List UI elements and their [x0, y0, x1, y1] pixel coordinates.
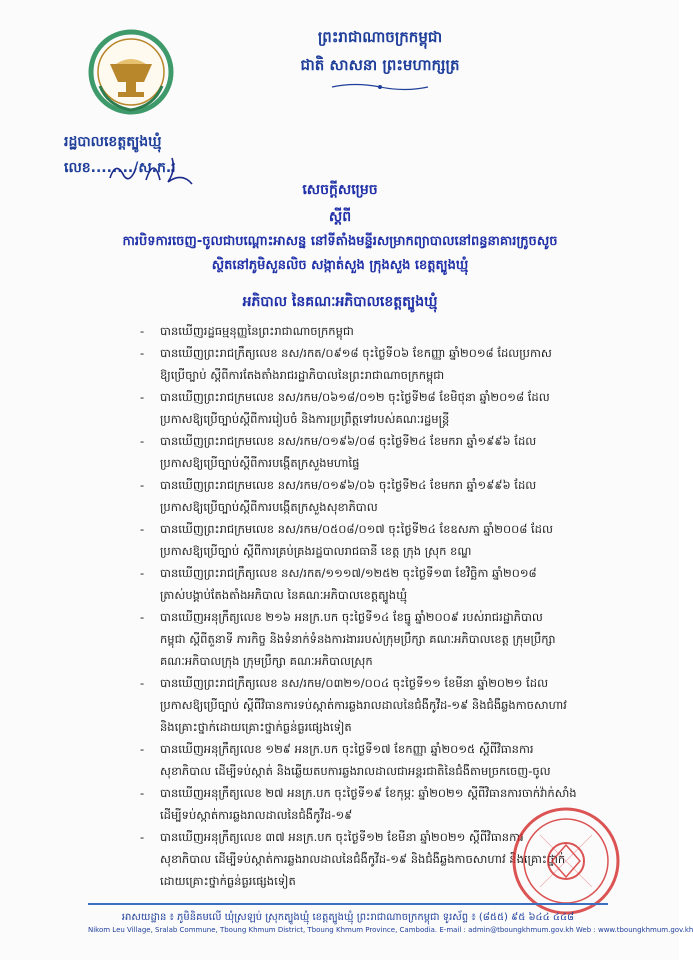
clause-bullet: -	[140, 566, 145, 580]
official-seal-icon	[510, 805, 622, 917]
clause-item	[140, 386, 620, 430]
clause-bullet: -	[140, 390, 145, 404]
clause-line: កម្ពុជា ស្ដីពីតួនាទី ភារកិច្ច និងទំនាក់ទំនងការងាររបស់ក្រុមប្រឹក្សា គណៈអភិបាលខេត្ត ក្រុមប្រឹក្សា	[160, 632, 556, 646]
clause-line: ឱ្យប្រើច្បាប់ ស្ដីពីការតែងតាំងរាជរដ្ឋាភិបាលនៃព្រះរាជាណាចក្រកម្ពុជា	[160, 368, 445, 382]
clause-line: សុខាភិបាល ដើម្បីទប់ស្កាត់ការឆ្លងរាលដាលនៃជំងឺកូវីដ-១៩ និងជំងឺឆ្លងកាចសាហាវ និងគ្រោះថ្នាក់	[160, 852, 566, 866]
decision-about: ស្ដីពី	[328, 209, 352, 225]
clause-bullet: -	[140, 324, 145, 338]
clause-line: បានឃើញអនុក្រឹត្យលេខ ១២៩ អនក្រ.បក ចុះថ្ងៃទី១៧ ខែកញ្ញា ឆ្នាំ២០១៥ ស្ដីពីវិធានការ	[160, 742, 534, 756]
clause-bullet: -	[140, 676, 145, 690]
clause-line: ត្រាស់បង្គាប់តែងតាំងអភិបាល នៃគណៈអភិបាលខេត្តត្បូងឃ្មុំ	[160, 588, 408, 602]
clause-line: សុខាភិបាល ដើម្បីទប់ស្កាត់ និងឆ្លើយតបការឆ្លងរាលដាលជាអន្តរជាតិនៃជំងឺតាមច្រកចេញ-ចូល	[160, 764, 551, 778]
clause-line: ដើម្បីទប់ស្កាត់ការឆ្លងរាលដាលនៃជំងឺកូវីដ-១៩	[160, 808, 353, 822]
clause-line: បានឃើញព្រះរាជក្រមលេខ នស/រកម/០១៩៦/០៦ ចុះថ្ងៃទី២៤ ខែមករា ឆ្នាំ១៩៩៦ ដែល	[160, 478, 537, 492]
clause-bullet: -	[140, 434, 145, 448]
clause-line: បានឃើញព្រះរាជក្រមលេខ នស/រកម/០៥០៨/០១៧ ចុះថ្ងៃទី២៤ ខែឧសភា ឆ្នាំ២០០៨ ដែល	[160, 522, 553, 536]
motto-heading: ជាតិ សាសនា ព្រះមហាក្សត្រ	[300, 56, 460, 74]
footer-address-english: Nikom Leu Village, Sralab Commune, Tboung Khmum District, Tboung Khmum Province, Cambodia. E-mail : admin@tboungkhmum.gov.kh Web : www.tboungkhmum.gov.kh	[88, 926, 693, 934]
clause-item	[140, 738, 620, 782]
clause-item	[140, 606, 620, 672]
clause-line: បានឃើញរដ្ឋធម្មនុញ្ញនៃព្រះរាជាណាចក្រកម្ពុជា	[160, 324, 354, 338]
clause-bullet: -	[140, 346, 145, 360]
clause-line: ប្រកាសឱ្យប្រើច្បាប់ស្ដីពីការបង្កើតក្រសួងមហាផ្ទៃ	[160, 456, 360, 470]
clause-line: និងគ្រោះថ្នាក់ដោយគ្រោះថ្នាក់ធ្ងន់ធ្ងរផ្សេងទៀត	[160, 720, 352, 734]
clause-line: ដោយគ្រោះថ្នាក់ធ្ងន់ធ្ងរផ្សេងទៀត	[160, 874, 296, 888]
clause-line: ប្រកាសឱ្យប្រើច្បាប់ស្ដីពីការរៀបចំ និងការប្រព្រឹត្តទៅរបស់គណៈរដ្ឋមន្ត្រី	[160, 412, 450, 426]
clause-bullet: -	[140, 830, 145, 844]
clause-item	[140, 320, 620, 342]
clause-line: ប្រកាសឱ្យប្រើច្បាប់ ស្ដីពីវិធានការទប់ស្កាត់ការឆ្លងរាលដាលនៃជំងឺកូវីដ-១៩ និងជំងឺឆ្លងកាចសាហាវ	[160, 698, 567, 712]
clause-item	[140, 672, 620, 738]
clause-item	[140, 562, 620, 606]
decision-title: សេចក្ដីសម្រេច	[302, 182, 378, 198]
clause-line: បានឃើញព្រះរាជក្រមលេខ នស/រកម/០១៩៦/០៨ ចុះថ្ងៃទី២៤ ខែមករា ឆ្នាំ១៩៩៦ ដែល	[160, 434, 537, 448]
clause-bullet: -	[140, 786, 145, 800]
clause-item	[140, 430, 620, 474]
clause-line: បានឃើញព្រះរាជក្រឹត្យលេខ នស/រកត/១១១៧/១២៥២ ចុះថ្ងៃទី១៣ ខែវិច្ឆិកា ឆ្នាំ២០១៨	[160, 566, 537, 580]
clause-line: បានឃើញអនុក្រឹត្យលេខ ៣៧ អនក្រ.បក ចុះថ្ងៃទី១២ ខែមីនា ឆ្នាំ២០២១ ស្ដីពីវិធានការ	[160, 830, 524, 844]
clause-item	[140, 474, 620, 518]
clause-bullet: -	[140, 742, 145, 756]
issuer-name: រដ្ឋបាលខេត្តត្បូងឃ្មុំ	[64, 134, 162, 150]
clause-bullet: -	[140, 522, 145, 536]
footer-divider	[88, 903, 608, 905]
reference-number: លេខ......../ស.ក.រ	[64, 160, 176, 176]
clause-bullet: -	[140, 610, 145, 624]
province-logo-icon	[88, 26, 174, 118]
clause-bullet: -	[140, 478, 145, 492]
governor-heading: អភិបាល នៃគណៈអភិបាលខេត្តត្បូងឃ្មុំ	[242, 294, 438, 310]
clause-line: បានឃើញអនុក្រឹត្យលេខ ២១៦ អនក្រ.បក ចុះថ្ងៃទី១៤ ខែធ្នូ ឆ្នាំ២០០៩ របស់រាជរដ្ឋាភិបាល	[160, 610, 543, 624]
clause-line: គណៈអភិបាលក្រុង ក្រុមប្រឹក្សា គណៈអភិបាលស្រុក	[160, 654, 373, 668]
clause-line: ប្រកាសឱ្យប្រើច្បាប់ ស្ដីពីការគ្រប់គ្រងរដ្ឋបាលរាជធានី ខេត្ត ក្រុង ស្រុក ខណ្ឌ	[160, 544, 472, 558]
clause-line: បានឃើញព្រះរាជក្រមលេខ នស/រកម/០៦១៨/០១២ ចុះថ្ងៃទី២៨ ខែមិថុនា ឆ្នាំ២០១៨ ដែល	[160, 390, 550, 404]
clause-line: បានឃើញព្រះរាជក្រឹត្យលេខ នស/រកត/០៩១៨ ចុះថ្ងៃទី០៦ ខែកញ្ញា ឆ្នាំ២០១៨ ដែលប្រកាស	[160, 346, 552, 360]
clause-line: បានឃើញព្រះរាជក្រឹត្យលេខ នស/រកម/០៣២១/០០៤ ចុះថ្ងៃទី១១ ខែមីនា ឆ្នាំ២០២១ ដែល	[160, 676, 549, 690]
footer-address-khmer: អាសយដ្ឋាន ៖ ភូមិនិគមលើ ឃុំស្រឡប់ ស្រុកត្បូងឃ្មុំ ខេត្តត្បូងឃ្មុំ ព្រះរាជាណាចក្រកម្ពុជា ទូរស័ព្ទ ៖ (៨៥៥) ៩៥ ៦៤៤ ៤៤៨	[121, 912, 575, 923]
clause-line: បានឃើញអនុក្រឹត្យលេខ ២៧ អនក្រ.បក ចុះថ្ងៃទី១៩ ខែកុម្ភៈ ឆ្នាំ២០២១ ស្ដីពីវិធានការចាក់វ៉ាក់សាំង	[160, 786, 577, 800]
decision-subject: ការបិទការចេញ-ចូលជាបណ្ដោះអាសន្ន នៅទីតាំងមន្ទីរសម្រាកព្យាបាលនៅពន្ធនាគារក្រូចសូច	[122, 234, 558, 249]
decision-location: ស្ថិតនៅភូមិសួនលិច សង្កាត់សួង ក្រុងសួង ខេត្តត្បូងឃ្មុំ	[211, 258, 469, 273]
kingdom-heading: ព្រះរាជាណាចក្រកម្ពុជា	[317, 28, 443, 46]
clause-item	[140, 518, 620, 562]
ornament-divider	[330, 82, 430, 92]
clause-item	[140, 342, 620, 386]
clause-line: ប្រកាសឱ្យប្រើច្បាប់ស្ដីពីការបង្កើតក្រសួងសុខាភិបាល	[160, 500, 378, 514]
